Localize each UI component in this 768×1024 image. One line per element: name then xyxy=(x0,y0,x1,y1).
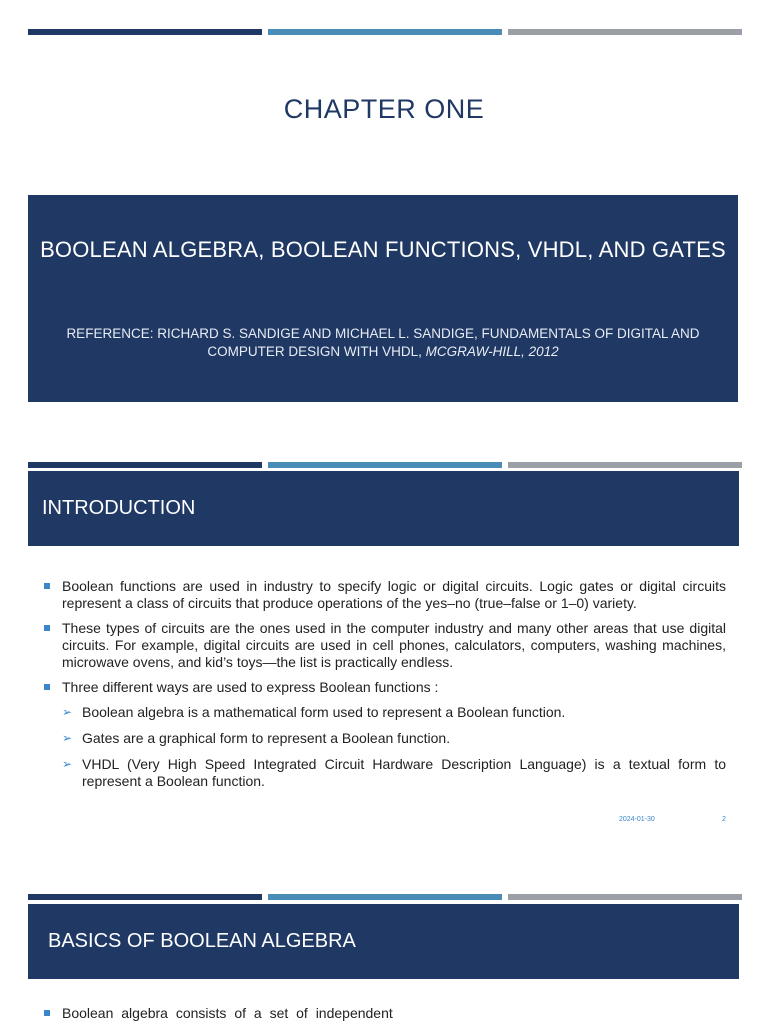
arrow-bullet-icon: ➢ xyxy=(62,705,73,719)
reference-publisher: MCGRAW-HILL, 2012 xyxy=(425,344,559,359)
square-bullet-icon xyxy=(44,684,50,690)
basics-content xyxy=(44,1005,726,1024)
stripe-dark xyxy=(28,894,262,900)
presentation-title: BOOLEAN ALGEBRA, BOOLEAN FUNCTIONS, VHDL, AND GATES xyxy=(40,237,726,262)
arrow-bullet-icon: ➢ xyxy=(62,757,73,771)
list-item xyxy=(44,679,726,696)
title-box xyxy=(28,195,738,402)
sub-bullet-text: VHDL (Very High Speed Integrated Circuit Hardware Description Language) is a textual form to represent a Boolean function. xyxy=(82,756,726,789)
stripe-dark xyxy=(28,462,262,468)
slide2-top-stripes xyxy=(28,462,740,468)
reference-text xyxy=(58,325,708,361)
sub-bullet-text: Boolean algebra is a mathematical form used to represent a Boolean function. xyxy=(82,704,566,720)
slide-number: 2 xyxy=(722,816,726,823)
slide3-top-stripes xyxy=(28,894,740,900)
bullet-text: Three different ways are used to express Boolean functions : xyxy=(62,679,439,695)
introduction-heading: INTRODUCTION xyxy=(42,497,196,519)
list-item xyxy=(44,1005,726,1022)
sub-list-item xyxy=(44,730,726,747)
bullet-text: These types of circuits are the ones used in the computer industry and many other areas that use digital circuits. For example, digital circuits are used in cell phones, calculators, computers, washing machines, microwave ovens, and kid’s toys—the list is practically endless. xyxy=(62,620,726,670)
basics-header xyxy=(28,904,739,979)
stripe-gray xyxy=(508,894,742,900)
basics-heading: BASICS OF BOOLEAN ALGEBRA xyxy=(48,930,356,952)
introduction-content xyxy=(44,578,726,799)
sub-list-item xyxy=(44,756,726,790)
stripe-blue xyxy=(268,894,502,900)
stripe-blue xyxy=(268,462,502,468)
square-bullet-icon xyxy=(44,625,50,631)
slide1-title: CHAPTER ONE xyxy=(283,94,485,124)
bullet-text: Boolean algebra consists of a set of independent xyxy=(62,1005,393,1021)
square-bullet-icon xyxy=(44,1010,50,1016)
bullet-text: Boolean functions are used in industry to specify logic or digital circuits. Logic gates or digital circuits represent a class of circuits that produce operations of the yes–no (true–false or 1–0) variety. xyxy=(62,578,726,611)
reference-prefix: REFERENCE: RICHARD S. SANDIGE AND MICHAEL L. SANDIGE, FUNDAMENTALS OF DIGITAL AND COMPUTER DESIGN WITH VHDL, xyxy=(66,326,700,359)
stripe-blue xyxy=(268,29,502,35)
stripe-gray xyxy=(508,29,742,35)
slide1-top-stripes xyxy=(28,29,740,35)
list-item xyxy=(44,578,726,612)
list-item xyxy=(44,620,726,671)
introduction-header xyxy=(28,471,739,546)
sub-list-item xyxy=(44,704,726,721)
stripe-dark xyxy=(28,29,262,35)
arrow-bullet-icon: ➢ xyxy=(62,731,73,745)
stripe-gray xyxy=(508,462,742,468)
sub-bullet-text: Gates are a graphical form to represent a Boolean function. xyxy=(82,730,451,746)
square-bullet-icon xyxy=(44,583,50,589)
slide-date: 2024-01-30 xyxy=(619,816,655,823)
